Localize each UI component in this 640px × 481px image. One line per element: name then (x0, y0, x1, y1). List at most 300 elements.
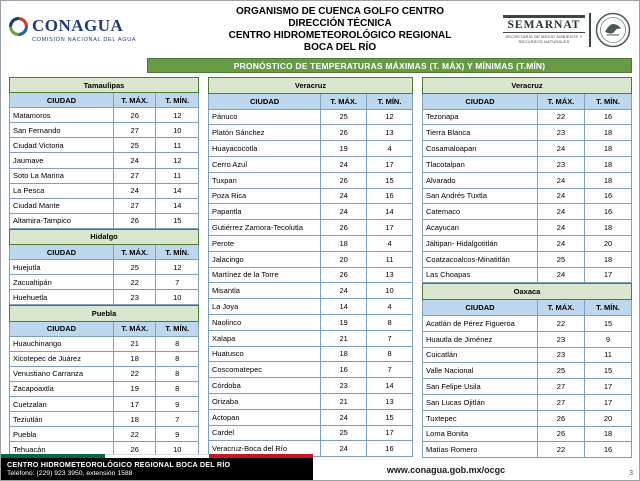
table-row (209, 220, 413, 236)
city-name: Acayucan (423, 220, 538, 236)
mexico-eagle-seal-icon (595, 12, 631, 48)
city-name: Tezonapa (423, 109, 538, 125)
tmax-value: 22 (537, 315, 584, 331)
tmin-value: 12 (156, 260, 199, 275)
column-header-row (423, 300, 632, 316)
tmax-value: 26 (113, 213, 156, 228)
city-name: Veracruz-Boca del Río (209, 441, 321, 457)
city-name: Tehuacán (10, 442, 114, 457)
conagua-logo (9, 16, 177, 43)
table-row (10, 108, 199, 123)
tmax-value: 26 (537, 426, 584, 442)
tmax-value: 24 (321, 156, 367, 172)
tmax-value: 26 (321, 125, 367, 141)
city-name: Las Choapas (423, 267, 538, 283)
column-header-row (209, 93, 413, 109)
tmax-value: 23 (537, 347, 584, 363)
table-row (10, 153, 199, 168)
state-header-row (10, 78, 199, 93)
city-name: Cardel (209, 425, 321, 441)
table-row (423, 347, 632, 363)
table-row (209, 346, 413, 362)
tmin-value: 8 (367, 346, 413, 362)
tmin-value: 14 (156, 183, 199, 198)
state-header: Tamaulipas (10, 78, 199, 93)
tmax-value: 27 (113, 123, 156, 138)
tmax-value: 24 (537, 235, 584, 251)
city-name: Actopan (209, 409, 321, 425)
tmin-value: 7 (367, 330, 413, 346)
tmax-value: 24 (537, 220, 584, 236)
table-row (10, 260, 199, 275)
tmax-value: 26 (113, 108, 156, 123)
column-header-tmax: T. MÁX. (113, 93, 156, 108)
tmax-value: 24 (113, 153, 156, 168)
title-line-2: DIRECCIÓN TÉCNICA (288, 17, 392, 29)
tmax-value: 25 (321, 109, 367, 125)
table-row (423, 251, 632, 267)
table-oaxaca (422, 283, 632, 458)
tmax-value: 26 (537, 410, 584, 426)
tmin-value: 17 (367, 425, 413, 441)
city-name: Huehuetla (10, 290, 114, 305)
table-row (10, 336, 199, 351)
tmin-value: 9 (156, 427, 199, 442)
footer-url-link[interactable]: www.conagua.gob.mx/ocgc (386, 465, 506, 475)
tmax-value: 24 (321, 204, 367, 220)
tmin-value: 17 (367, 156, 413, 172)
tmax-value: 24 (537, 172, 584, 188)
table-row (209, 267, 413, 283)
tmax-value: 22 (537, 442, 584, 458)
tmin-value: 15 (367, 409, 413, 425)
tmax-value: 24 (321, 283, 367, 299)
city-name: Tierra Blanca (423, 125, 538, 141)
tmax-value: 24 (537, 204, 584, 220)
tmin-value: 16 (584, 188, 631, 204)
tmin-value: 15 (367, 172, 413, 188)
table-puebla (9, 305, 199, 457)
tmin-value: 20 (584, 235, 631, 251)
city-name: Jáltipan- Hidalgotitlán (423, 235, 538, 251)
column-header-tmin: T. MÍN. (584, 300, 631, 316)
table-row (10, 381, 199, 396)
tmax-value: 24 (537, 141, 584, 157)
column-header-row (10, 321, 199, 336)
column-header-tmax: T. MÁX. (321, 93, 367, 109)
header (9, 3, 631, 56)
tmax-value: 25 (113, 260, 156, 275)
conagua-subtitle: COMISIÓN NACIONAL DEL AGUA (32, 37, 137, 43)
tmin-value: 15 (584, 363, 631, 379)
city-name: Orizaba (209, 393, 321, 409)
tmax-value: 25 (113, 138, 156, 153)
page-number: 3 (629, 470, 633, 477)
column-header-city: CIUDAD (423, 93, 538, 109)
table-row (423, 220, 632, 236)
table-row (10, 427, 199, 442)
tmin-value: 13 (367, 267, 413, 283)
tables-column-1 (9, 77, 199, 457)
tmin-value: 20 (584, 410, 631, 426)
city-name: Naolinco (209, 314, 321, 330)
tmin-value: 12 (367, 109, 413, 125)
table-row (10, 138, 199, 153)
tmin-value: 7 (367, 362, 413, 378)
conagua-logo-row (9, 16, 177, 36)
city-name: Coscomatepec (209, 362, 321, 378)
tmax-value: 23 (113, 290, 156, 305)
city-name: Soto La Marina (10, 168, 114, 183)
table-row (423, 204, 632, 220)
tmin-value: 12 (156, 153, 199, 168)
city-name: Teziutlán (10, 412, 114, 427)
table-row (423, 379, 632, 395)
city-name: Tlacotalpan (423, 156, 538, 172)
table-row (209, 314, 413, 330)
state-header-row (423, 78, 632, 94)
table-row (10, 290, 199, 305)
state-header-row (10, 306, 199, 321)
tmin-value: 14 (156, 198, 199, 213)
tmin-value: 15 (156, 213, 199, 228)
table-row (423, 125, 632, 141)
column-header-tmax: T. MÁX. (537, 93, 584, 109)
table-row (423, 315, 632, 331)
city-name: Martínez de la Torre (209, 267, 321, 283)
tmin-value: 12 (156, 108, 199, 123)
table-row (209, 393, 413, 409)
tmin-value: 11 (156, 138, 199, 153)
tmin-value: 16 (584, 442, 631, 458)
city-name: Coatzacoalcos-Minatitlán (423, 251, 538, 267)
tmin-value: 18 (584, 426, 631, 442)
tmin-value: 10 (156, 290, 199, 305)
tmin-value: 13 (367, 393, 413, 409)
table-row (209, 251, 413, 267)
city-name: Huautla de Jiménez (423, 331, 538, 347)
column-header-city: CIUDAD (10, 93, 114, 108)
table-row (209, 299, 413, 315)
tmax-value: 22 (113, 427, 156, 442)
column-header-tmin: T. MÍN. (367, 93, 413, 109)
tmin-value: 14 (367, 378, 413, 394)
table-row (209, 141, 413, 157)
tmax-value: 25 (537, 363, 584, 379)
table-row (423, 394, 632, 410)
city-name: Catemaco (423, 204, 538, 220)
city-name: Alvarado (423, 172, 538, 188)
tmin-value: 10 (156, 442, 199, 457)
tmin-value: 18 (584, 220, 631, 236)
banner-title: PRONÓSTICO DE TEMPERATURAS MÁXIMAS (T. MÁX) Y MÍNIMAS (T.MÍN) (147, 58, 632, 73)
document-title (177, 6, 503, 54)
column-header-tmin: T. MÍN. (156, 321, 199, 336)
tmax-value: 27 (113, 198, 156, 213)
city-name: Papantla (209, 204, 321, 220)
city-name: Xalapa (209, 330, 321, 346)
column-header-tmax: T. MÁX. (113, 245, 156, 260)
table-row (209, 378, 413, 394)
tmax-value: 24 (321, 188, 367, 204)
title-line-1: ORGANISMO DE CUENCA GOLFO CENTRO (236, 5, 444, 17)
city-name: Tuxtepec (423, 410, 538, 426)
tmax-value: 26 (321, 267, 367, 283)
tmin-value: 16 (367, 441, 413, 457)
table-row (209, 409, 413, 425)
tmax-value: 24 (321, 441, 367, 457)
city-name: San Lucas Ojitlán (423, 394, 538, 410)
city-name: Altamira-Tampico (10, 213, 114, 228)
tmin-value: 7 (156, 412, 199, 427)
tmin-value: 11 (584, 347, 631, 363)
tmax-value: 21 (321, 393, 367, 409)
city-name: Pánuco (209, 109, 321, 125)
tmax-value: 19 (321, 141, 367, 157)
tmax-value: 22 (113, 275, 156, 290)
city-name: San Andrés Tuxtla (423, 188, 538, 204)
tmin-value: 4 (367, 141, 413, 157)
tmin-value: 8 (156, 381, 199, 396)
tmin-value: 17 (584, 394, 631, 410)
table-row (209, 125, 413, 141)
table-hidalgo (9, 229, 199, 305)
table-row (423, 109, 632, 125)
table-row (423, 426, 632, 442)
state-header-row (209, 78, 413, 94)
table-row (10, 275, 199, 290)
tmin-value: 16 (367, 188, 413, 204)
table-row (209, 425, 413, 441)
city-name: Cerro Azul (209, 156, 321, 172)
semarnat-logo (503, 12, 631, 48)
tmin-value: 11 (156, 168, 199, 183)
tables-area (9, 77, 632, 458)
tmax-value: 14 (321, 299, 367, 315)
city-name: Valle Nacional (423, 363, 538, 379)
tmin-value: 8 (156, 336, 199, 351)
tmin-value: 18 (584, 172, 631, 188)
city-name: Cuetzalan (10, 396, 114, 411)
column-header-row (10, 245, 199, 260)
tmin-value: 17 (584, 267, 631, 283)
city-name: San Felipe Usila (423, 379, 538, 395)
tmax-value: 18 (113, 412, 156, 427)
tmax-value: 18 (321, 346, 367, 362)
tmin-value: 8 (156, 351, 199, 366)
conagua-logo-icon (9, 17, 28, 36)
table-row (209, 283, 413, 299)
table-row (209, 156, 413, 172)
table-row (10, 168, 199, 183)
tmin-value: 8 (367, 314, 413, 330)
tmax-value: 25 (537, 251, 584, 267)
state-header: Puebla (10, 306, 199, 321)
tmin-value: 18 (584, 156, 631, 172)
table-row (10, 123, 199, 138)
table-row (10, 366, 199, 381)
table-tamaulipas (9, 77, 199, 229)
tmin-value: 17 (367, 220, 413, 236)
table-row (10, 396, 199, 411)
tmin-value: 10 (156, 123, 199, 138)
city-name: Córdoba (209, 378, 321, 394)
table-row (423, 172, 632, 188)
tmin-value: 9 (584, 331, 631, 347)
semarnat-text-block (503, 15, 585, 44)
state-header: Hidalgo (10, 229, 199, 244)
tmax-value: 27 (113, 168, 156, 183)
city-name: Huayacocotla (209, 141, 321, 157)
table-row (10, 198, 199, 213)
tmax-value: 26 (321, 220, 367, 236)
tmin-value: 11 (367, 251, 413, 267)
tmin-value: 18 (584, 125, 631, 141)
table-row (10, 213, 199, 228)
table-row (423, 156, 632, 172)
city-name: Perote (209, 235, 321, 251)
tmax-value: 23 (537, 125, 584, 141)
city-name: Misantla (209, 283, 321, 299)
city-name: Puebla (10, 427, 114, 442)
column-header-tmin: T. MÍN. (584, 93, 631, 109)
tmin-value: 18 (584, 141, 631, 157)
city-name: Cuicatlán (423, 347, 538, 363)
tmax-value: 20 (321, 251, 367, 267)
city-name: Xicotepec de Juárez (10, 351, 114, 366)
tmin-value: 16 (584, 204, 631, 220)
tmin-value: 9 (156, 396, 199, 411)
column-header-tmin: T. MÍN. (156, 245, 199, 260)
semarnat-subtitle: SECRETARÍA DE MEDIO AMBIENTE Y RECURSOS NATURALES (505, 34, 583, 44)
tmin-value: 15 (584, 315, 631, 331)
table-veracruz (208, 77, 413, 457)
tmin-value: 18 (584, 251, 631, 267)
tmax-value: 23 (537, 331, 584, 347)
city-name: Jaumave (10, 153, 114, 168)
table-row (10, 351, 199, 366)
tmax-value: 27 (537, 394, 584, 410)
table-row (209, 109, 413, 125)
state-header-row (10, 229, 199, 244)
column-header-row (10, 93, 199, 108)
semarnat-rule-bottom (503, 32, 585, 33)
title-line-4: BOCA DEL RÍO (303, 41, 377, 53)
tmin-value: 8 (156, 366, 199, 381)
tmax-value: 18 (321, 235, 367, 251)
conagua-wordmark: CONAGUA (32, 16, 124, 35)
city-name: Gutiérrez Zamora-Tecolutla (209, 220, 321, 236)
tmax-value: 23 (537, 156, 584, 172)
tmax-value: 21 (321, 330, 367, 346)
table-row (10, 412, 199, 427)
table-row (209, 188, 413, 204)
semarnat-divider (589, 13, 591, 47)
column-header-tmax: T. MÁX. (113, 321, 156, 336)
column-header-city: CIUDAD (209, 93, 321, 109)
tmin-value: 4 (367, 235, 413, 251)
semarnat-rule-top (503, 15, 585, 18)
table-row (209, 235, 413, 251)
city-name: Matamoros (10, 108, 114, 123)
tmax-value: 16 (321, 362, 367, 378)
tmax-value: 22 (537, 109, 584, 125)
state-header: Oaxaca (423, 284, 632, 300)
tmin-value: 7 (156, 275, 199, 290)
column-header-city: CIUDAD (10, 245, 114, 260)
footer-phone: Teléfono: (229) 923 3950, extensión 1588 (7, 470, 133, 477)
tmin-value: 14 (367, 204, 413, 220)
tmax-value: 24 (321, 409, 367, 425)
tmax-value: 26 (321, 172, 367, 188)
column-header-tmax: T. MÁX. (537, 300, 584, 316)
city-name: Huatusco (209, 346, 321, 362)
tmin-value: 17 (584, 379, 631, 395)
city-name: Poza Rica (209, 188, 321, 204)
table-row (10, 183, 199, 198)
city-name: Matías Romero (423, 442, 538, 458)
tmax-value: 17 (113, 396, 156, 411)
city-name: Venustiano Carranza (10, 366, 114, 381)
semarnat-wordmark: SEMARNAT (507, 19, 581, 31)
city-name: Jalacingo (209, 251, 321, 267)
city-name: Cosamaloapan (423, 141, 538, 157)
table-row (423, 235, 632, 251)
city-name: Loma Bonita (423, 426, 538, 442)
tmax-value: 24 (537, 267, 584, 283)
table-row (209, 362, 413, 378)
city-name: Zacualtipán (10, 275, 114, 290)
tmax-value: 19 (113, 381, 156, 396)
tmax-value: 23 (321, 378, 367, 394)
table-row (423, 188, 632, 204)
tmax-value: 18 (113, 351, 156, 366)
city-name: Ciudad Mante (10, 198, 114, 213)
tmax-value: 24 (113, 183, 156, 198)
city-name: Huauchinango (10, 336, 114, 351)
state-header: Veracruz (209, 78, 413, 94)
city-name: Tuxpan (209, 172, 321, 188)
column-header-row (423, 93, 632, 109)
city-name: San Fernando (10, 123, 114, 138)
tmin-value: 4 (367, 299, 413, 315)
title-line-3: CENTRO HIDROMETEOROLÓGICO REGIONAL (228, 29, 452, 41)
city-name: Acatlán de Pérez Figueroa (423, 315, 538, 331)
table-row (423, 410, 632, 426)
state-header: Veracruz (423, 78, 632, 94)
city-name: La Joya (209, 299, 321, 315)
tmax-value: 22 (113, 366, 156, 381)
footer-org-name: CENTRO HIDROMETEOROLÓGICO REGIONAL BOCA DEL RÍO (7, 460, 231, 469)
tmax-value: 25 (321, 425, 367, 441)
tmax-value: 27 (537, 379, 584, 395)
city-name: La Pesca (10, 183, 114, 198)
table-veracruz (422, 77, 632, 283)
table-row (423, 331, 632, 347)
tmax-value: 21 (113, 336, 156, 351)
tmax-value: 19 (321, 314, 367, 330)
tables-column-2 (208, 77, 413, 457)
table-row (423, 442, 632, 458)
tmax-value: 24 (537, 188, 584, 204)
column-header-tmin: T. MÍN. (156, 93, 199, 108)
state-header-row (423, 284, 632, 300)
table-row (423, 267, 632, 283)
city-name: Platón Sánchez (209, 125, 321, 141)
column-header-city: CIUDAD (423, 300, 538, 316)
city-name: Zacapoaxtla (10, 381, 114, 396)
tmin-value: 16 (584, 109, 631, 125)
